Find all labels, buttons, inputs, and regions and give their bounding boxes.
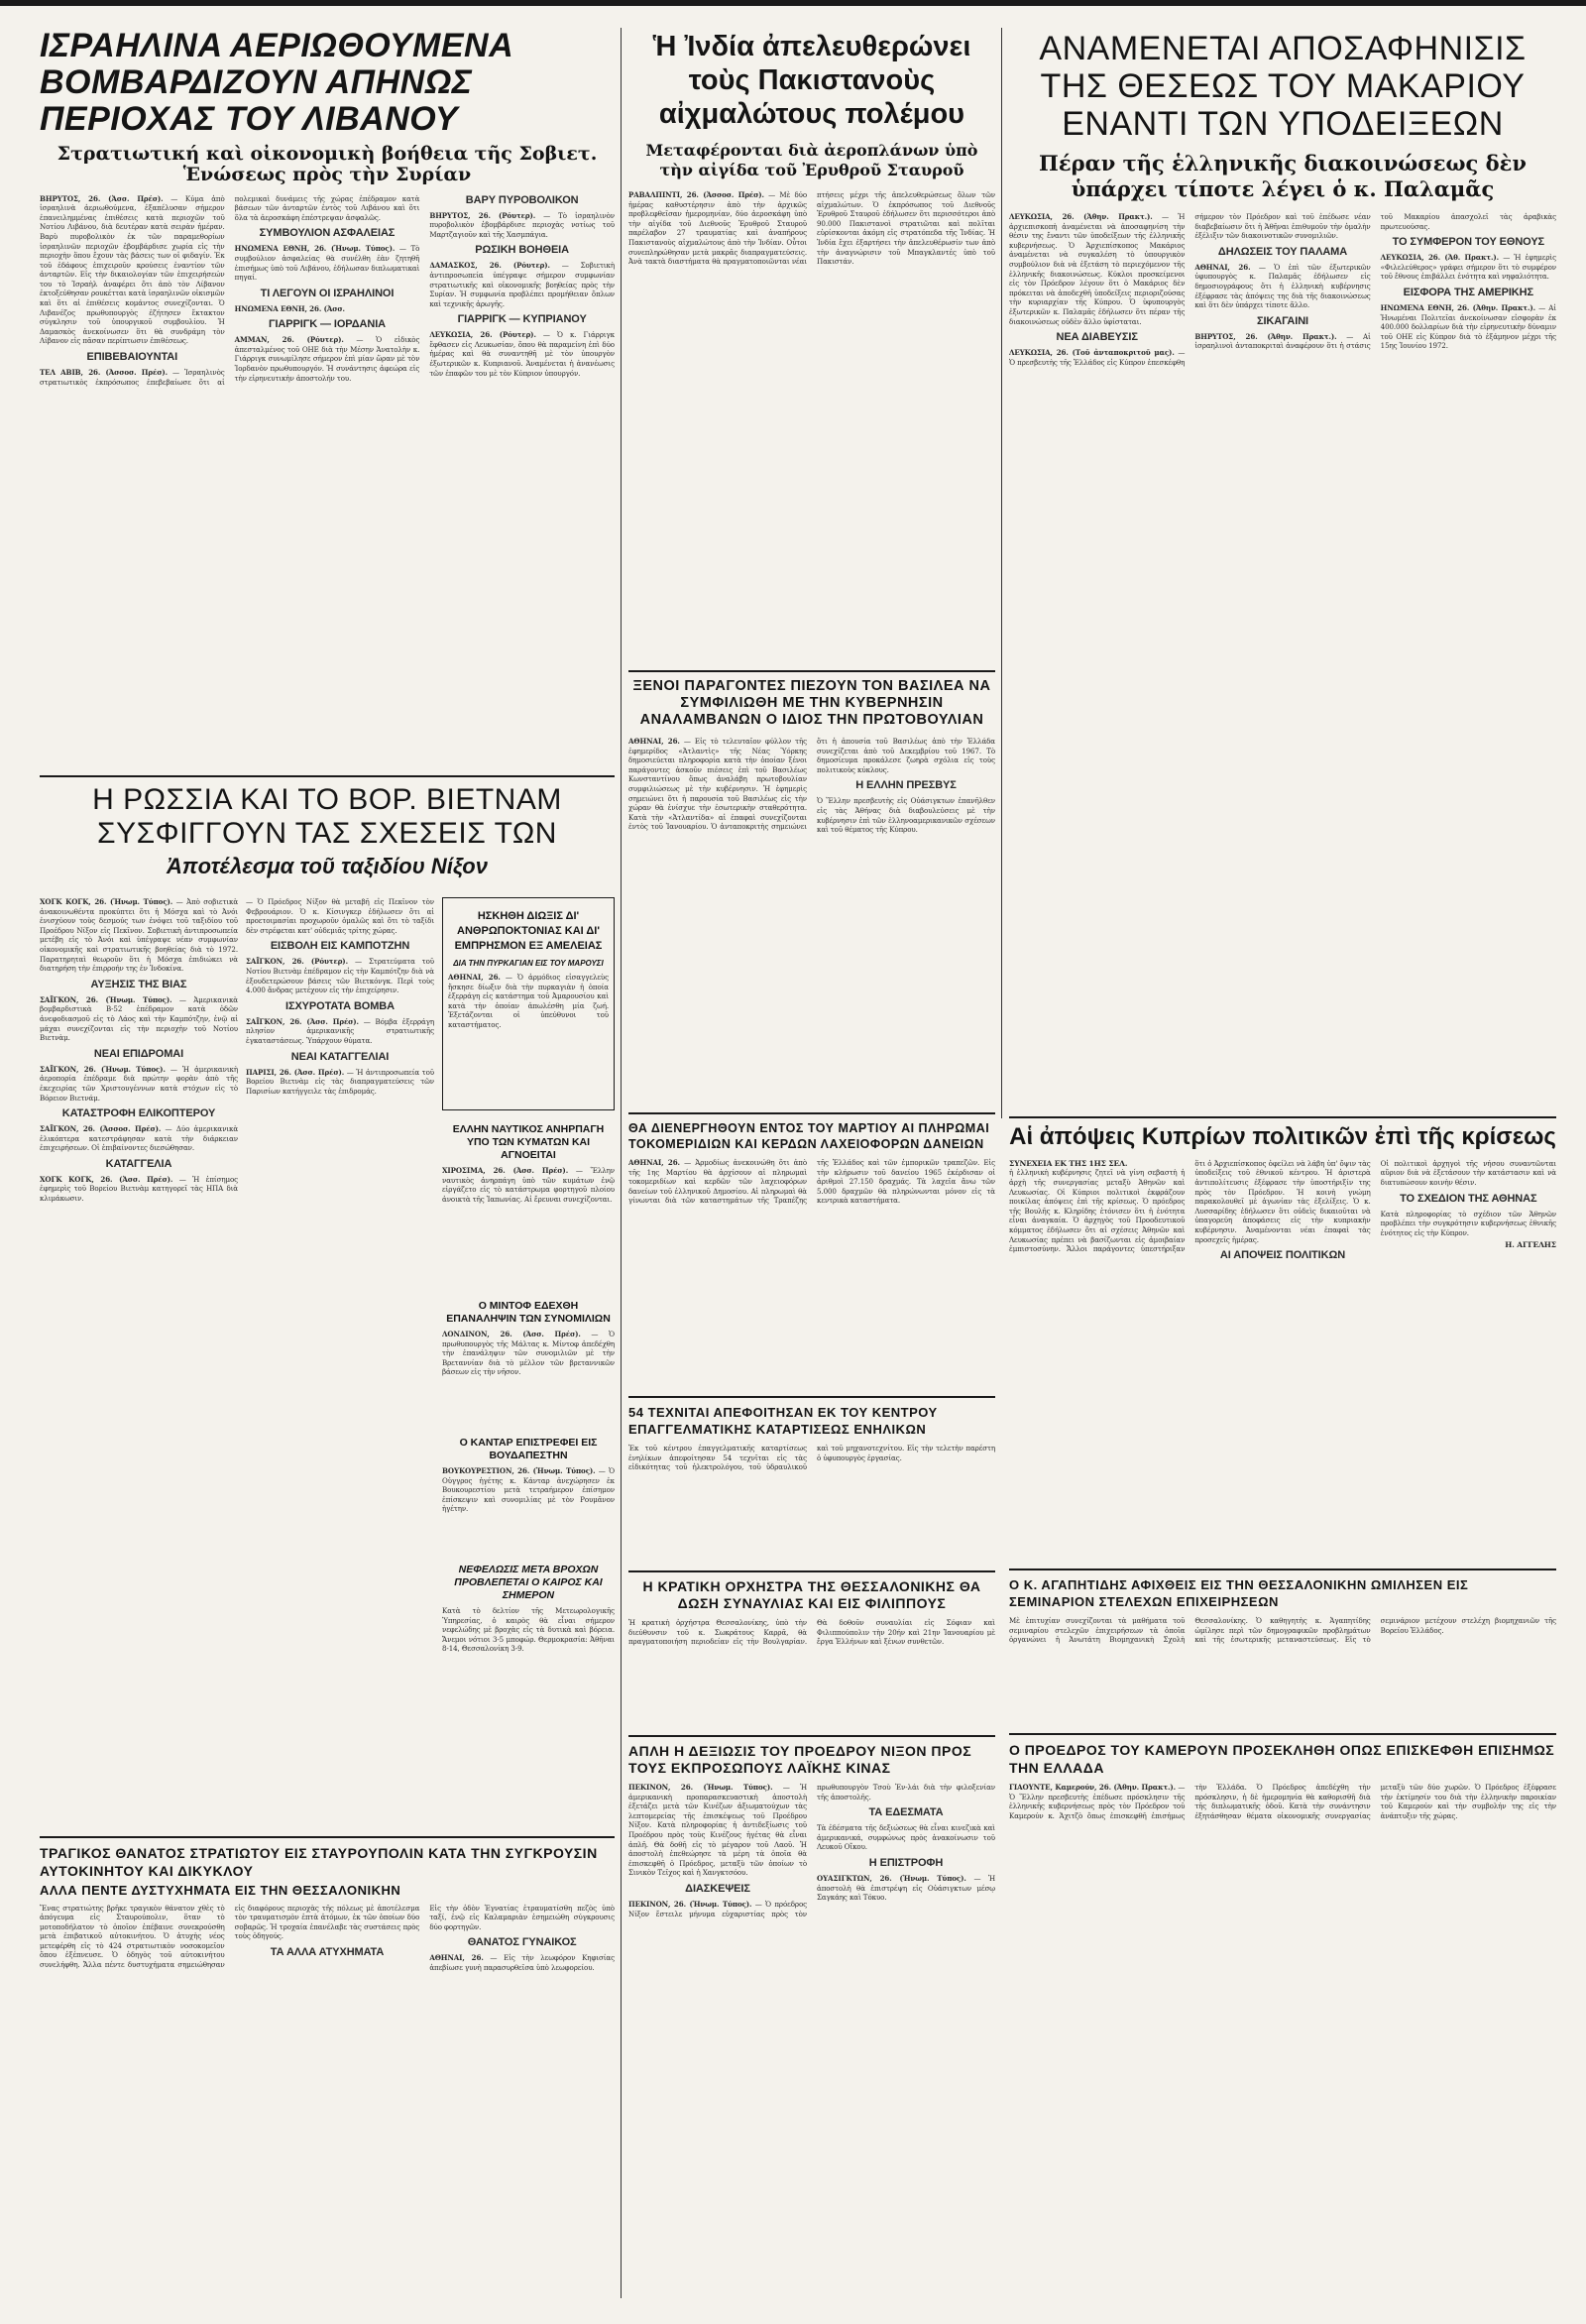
sec-title: Η ΕΛΛΗΝ ΠΡΕΣΒΥΣ bbox=[855, 779, 957, 792]
sec-body: Ὁ Ἕλλην πρεσβευτὴς εἰς Οὐάσιγκτων ἐπανῆλθεν εἰς τὰς Ἀθήνας διὰ διαβουλεύσεις μὲ τὴν κυβέρνησιν ἐπὶ τῶν ἑλληνοαμερικανικῶν σχέσεων καὶ τοῦ θέματος τῆς Κύπρου. bbox=[817, 796, 995, 835]
dateline-india: ΡΑΒΑΛΠΙΝΤΙ, 26. (Ἀσσοσ. Πρέσ). bbox=[628, 190, 764, 199]
body-orchestra bbox=[628, 1618, 995, 1647]
story-orchestra bbox=[628, 1578, 995, 1727]
text-israel: — Κύμα ἀπὸ ἰσραηλινὰ ἀεριωθούμενα, ἐξαπέλυσαν σήμερον ἐπανειλημμένας ἐπιθέσεις κατὰ περιοχῶν τοῦ Νοτίου Λιβάνου, διὰ δευτέραν κατὰ σειρὰν ἡμέραν. Βαρὺ πυροβολικὸν ἐκ τῶν παραμεθορίων ἰσραηλινῶν περιοχῶν ἐβομβάρδισε χωρία εἰς τὴν περιοχὴν ὅπου ἔχουν τὰς βάσεις των οἱ φιδαγίν. Ἐκ τοῦ ἐδάφους ἐπιχειροῦν κρούσεις ἐναντίον τῶν ἀνταρτῶν. Εἰς τὴν δικαιολογίαν τῶν ἐπιχειρήσεών του τὸ Ἰσραὴλ ἀναφέρει ὅτι ἀπὸ τὸν Λίβανον ἐκτοξεύθησαν ρουκέτται κατὰ ἰσραηλινῶν οἰκισμῶν καὶ ὅτι αἱ ἐπιθέσεις κομάντος συνεχίζονται. Ὁ Λιβανέζος πρωθυπουργὸς ἐζήτησεν ἔκτακτον σύγκλησιν τοῦ ὑπουργικοῦ συμβουλίου. Ἡ Δαμασκὸς ἀνεκοίνωσεν ὅτι θὰ συνδράμη τὸν Λίβανον εἰς πᾶσαν περίπτωσιν ἐπιθέσεως. bbox=[40, 193, 225, 346]
body-kadar bbox=[442, 1466, 615, 1514]
subhead-india: Μεταφέρονται διὰ ἀεροπλάνων ὑπὸ τὴν αἰγίδα τοῦ Ἐρυθροῦ Σταυροῦ bbox=[645, 141, 978, 179]
sec-title: ΡΩΣΙΚΗ ΒΟΗΘΕΙΑ bbox=[475, 244, 569, 257]
sec-title: ΣΥΜΒΟΥΛΙΟΝ ΑΣΦΑΛΕΙΑΣ bbox=[259, 227, 396, 240]
sec-body: — Ἡ ἀμερικανικὴ ἀεροπορία ἐπέδραμε διὰ πρώτην φορὰν ἀπὸ τῆς ἐκεχειρίας τῶν Χριστουγέννων κατὰ στόχων εἰς τὸ Βόρειον Βιετνάμ. bbox=[40, 1064, 238, 1103]
headline-israel: ΙΣΡΑΗΛΙΝΑ ΑΕΡΙΩΘΟΥΜΕΝΑ ΒΟΜΒΑΡΔΙΖΟΥΝ ΑΠΗΝΩΣ ΠΕΡΙΟΧΑΣ ΤΟΥ ΛΙΒΑΝΟΥ bbox=[40, 28, 512, 138]
sec-dateline: ΣΑΪΓΚΟΝ, 26. (Ρόυτερ). bbox=[246, 957, 348, 967]
body-palace bbox=[628, 737, 995, 835]
sec-dateline: ΟΥΑΣΙΓΚΤΩΝ, 26. (Ἡνωμ. Τύπος). bbox=[817, 1873, 966, 1883]
story-russia bbox=[40, 783, 615, 892]
story-technicians bbox=[628, 1404, 995, 1563]
dateline-cameroon: ΓΙΑΟΥΝΤΕ, Καμερούν, 26. (Ἀθην. Πρακτ.). bbox=[1009, 1783, 1177, 1792]
story-cameroon bbox=[1009, 1741, 1556, 2304]
dateline-mintoff: ΛΟΝΔΙΝΟΝ, 26. (Ἀσσ. Πρέσ). bbox=[442, 1330, 581, 1338]
section-rule bbox=[40, 1836, 615, 1838]
dateline-russia: ΧΟΓΚ ΚΟΓΚ, 26. (Ἡνωμ. Τύπος). bbox=[40, 897, 173, 906]
text-manslaughter: — Ὁ ἀρμόδιος εἰσαγγελεὺς ἤσκησε δίωξιν διὰ τὴν πυρκαγιὰν ἡ ὁποία ἐξερράγη εἰς κατάστημα τοῦ Ἀμαρουσίου καὶ κατὰ τὴν ὁποίαν ἀπωλέσθη μία ζωή. Ἐξετάζονται οἱ ὑπεύθυνοι τοῦ καταστήματος. bbox=[448, 973, 610, 1029]
body-weather bbox=[442, 1606, 615, 1654]
body-israel bbox=[40, 194, 615, 388]
headline-palace: ΞΕΝΟΙ ΠΑΡΑΓΟΝΤΕΣ ΠΙΕΖΟΥΝ ΤΟΝ ΒΑΣΙΛΕΑ ΝΑ ΣΥΜΦΙΛΙΩΘΗ ΜΕ ΤΗΝ ΚΥΒΕΡΝΗΣΙΝ ΑΝΑΛΑΜΒΑΝΩΝ Ο ΙΔΙΟΣ ΤΗΝ ΠΡΩΤΟΒΟΥΛΙΑΝ bbox=[632, 678, 991, 728]
sec-body: Οἱ πολιτικοὶ ἀρχηγοὶ τῆς νήσου συναντῶνται αὔριον διὰ νὰ ἐξετάσουν τὴν κατάστασιν καὶ νὰ διατυπώσουν κοινὴν θέσιν. bbox=[1380, 1158, 1556, 1188]
section-rule bbox=[628, 1570, 995, 1572]
body-manslaughter bbox=[448, 973, 609, 1030]
sec-title: ΔΗΛΩΣΕΙΣ ΤΟΥ ΠΑΛΑΜΑ bbox=[1217, 245, 1348, 258]
body-sailor bbox=[442, 1166, 615, 1204]
text-agapitidis: Μὲ ἐπιτυχίαν συνεχίζονται τὰ μαθήματα τοῦ σεμιναρίου στελεχῶν ἐπιχειρήσεων τὰ ὁποῖα ὀργανώνει ἡ Ἀνωτάτη Βιομηχανικὴ Σχολὴ Θεσσαλονίκης. Ὁ καθηγητὴς κ. Ἀγαπητίδης ὡμίλησε περὶ τῶν δημογραφικῶν προβλημάτων καὶ τῆς ἐσωτερικῆς μεταναστεύσεως. Εἰς τὸ σεμινάριον μετέχουν στελέχη βιομηχανιῶν τῆς Βορείου Ἑλλάδος. bbox=[1009, 1616, 1556, 1645]
sec-dateline: ΗΝΩΜΕΝΑ ΕΘΝΗ, 26. (Ἡνωμ. Τύπος). bbox=[234, 244, 396, 254]
sec-dateline: ΒΗΡΥΤΟΣ, 26. (Ἀθην. Πρακτ.). bbox=[1194, 331, 1337, 341]
sec-title: ΕΠΙΒΕΒΑΙΟΥΝΤΑΙ bbox=[86, 351, 178, 364]
body-soldier bbox=[40, 1904, 615, 1973]
sec-dateline: ΠΕΚΙΝΟΝ, 26. (Ἡνωμ. Τύπος). bbox=[628, 1899, 752, 1909]
text-soldier: Ἕνας στρατιώτης βρῆκε τραγικὸν θάνατον χθὲς τὸ ἀπόγευμα εἰς Σταυρούπολιν, ὅταν τὸ μοτοποδήλατον τὸ ὁποῖον ἐπέβαινε συνεκρούσθη μετὰ ἐπιβατικοῦ αὐτοκινήτου. Ὁ ἀτυχὴς νέος μετεφέρθη εἰς τὸ 424 στρατιωτικὸν νοσοκομεῖον ὅπου ἐξέπνευσε. Ὁ ὁδηγὸς τοῦ αὐτοκινήτου συνελήφθη. Ἄλλα πέντε δυστυχήματα σημειώθησαν εἰς διαφόρους περιοχὰς τῆς πόλεως μὲ ἀποτέλεσμα τὸν τραυματισμὸν ἑπτὰ ἀτόμων, ἐκ τῶν ὁποίων δύο σοβαρῶς. Ἡ τροχαία ἐπανέλαβε τὰς συστάσεις πρὸς τοὺς ὁδηγούς. bbox=[40, 1903, 420, 1970]
headline-agapitidis: Ο Κ. ΑΓΑΠΗΤΙΔΗΣ ΑΦΙΧΘΕΙΣ ΕΙΣ ΤΗΝ ΘΕΣΣΑΛΟΝΙΚΗΝ ΩΜΙΛΗΣΕΝ ΕΙΣ ΣΕΜΙΝΑΡΙΟΝ ΣΤΕΛΕΧΩΝ ΕΠΙΧΕΙΡΗΣΕΩΝ bbox=[1009, 1577, 1469, 1609]
headline-cameroon: Ο ΠΡΟΕΔΡΟΣ ΤΟΥ ΚΑΜΕΡΟΥΝ ΠΡΟΣΕΚΛΗΘΗ ΟΠΩΣ ΕΠΙΣΚΕΦΘΗ ΕΠΙΣΗΜΩΣ ΤΗΝ ΕΛΛΑΔΑ bbox=[1009, 1742, 1555, 1776]
body-loans bbox=[628, 1158, 995, 1206]
top-rule bbox=[0, 0, 1586, 6]
body-russia bbox=[40, 897, 238, 1204]
sec-title: ΕΙΣΦΟΡΑ ΤΗΣ ΑΜΕΡΙΚΗΣ bbox=[1403, 286, 1533, 298]
body-agapitidis bbox=[1009, 1616, 1556, 1645]
sec-body: — Ὁ εἰδικὸς ἀπεσταλμένος τοῦ ΟΗΕ διὰ τὴν Μέσην Ἀνατολὴν κ. Γιάρριγκ συνωμίλησε σήμερον ἐπὶ μίαν ὥραν μὲ τὸν Ἰορδανὸν πρωθυπουργόν. Ἡ συνάντησις ἀφεώρα εἰς τὴν εἰρηνευτικὴν ἀποστολήν του. bbox=[234, 335, 420, 383]
headline-russia: Η ΡΩΣΣΙΑ ΚΑΙ ΤΟ ΒΟΡ. ΒΙΕΤΝΑΜ ΣΥΣΦΙΓΓΟΥΝ ΤΑΣ ΣΧΕΣΕΙΣ ΤΩΝ bbox=[92, 783, 562, 850]
story-palace bbox=[628, 678, 995, 1104]
story-agapitidis bbox=[1009, 1576, 1556, 1725]
sec-title: ΚΑΤΑΣΤΡΟΦΗ ΕΛΙΚΟΠΤΕΡΟΥ bbox=[61, 1107, 216, 1120]
sec-dateline: ΛΕΥΚΩΣΙΑ, 26. (Ρόυτερ). bbox=[429, 330, 536, 340]
sec-body: — Ὁ ἐπὶ τῶν ἐξωτερικῶν ὑφυπουργὸς κ. Παλαμᾶς ἐδήλωσεν εἰς δημοσιογράφους ὅτι ἡ ἑλληνικὴ κυβέρνησις ἐξέφρασε τὰς ἀπόψεις της διὰ τῆς διακοινώσεως καὶ ὅτι δὲν ὑπάρχει τίποτε ἄλλο. bbox=[1194, 262, 1371, 310]
body-cameroon bbox=[1009, 1783, 1556, 1820]
sec-title: ΝΕΑ ΔΙΑΒΕΥΣΙΣ bbox=[1056, 331, 1138, 344]
section-rule bbox=[1009, 1733, 1556, 1735]
story-russia-body bbox=[40, 897, 238, 1829]
story-weather bbox=[442, 1559, 615, 1826]
headline-technicians: 54 ΤΕΧΝΙΤΑΙ ΑΠΕΦΟΙΤΗΣΑΝ ΕΚ ΤΟΥ ΚΕΝΤΡΟΥ ΕΠΑΓΓΕΛΜΑΤΙΚΗΣ ΚΑΤΑΡΤΙΣΕΩΣ ΕΝΗΛΙΚΩΝ bbox=[628, 1405, 938, 1437]
story-cypriots bbox=[1009, 1124, 1556, 1561]
body-india bbox=[628, 190, 995, 267]
subhead-makarios: Πέραν τῆς ἑλληνικῆς διακοινώσεως δὲν ὑπάρχει τίποτε λέγει ὁ κ. Παλαμᾶς bbox=[1039, 151, 1527, 201]
story-vietnam-cont bbox=[246, 897, 434, 1829]
headline-makarios: ΑΝΑΜΕΝΕΤΑΙ ΑΠΟΣΑΦΗΝΙΣΙΣ ΤΗΣ ΘΕΣΕΩΣ ΤΟΥ ΜΑΚΑΡΙΟΥ ΕΝΑΝΤΙ ΤΩΝ ΥΠΟΔΕΙΞΕΩΝ bbox=[1039, 30, 1527, 143]
sec-title: ΤΟ ΣΥΜΦΕΡΟΝ ΤΟΥ ΕΘΝΟΥΣ bbox=[1392, 236, 1545, 249]
text-vietnam2: — Ὁ Πρόεδρος Νίξον θὰ μεταβῆ εἰς Πεκῖνον τὸν Φεβρουάριον. Ὁ κ. Κίσινγκερ ἐδήλωσεν ὅτι αἱ προετοιμασίαι προχωροῦν ὁμαλῶς καὶ ὅτι τὸ ταξίδι δὲν στρέφεται κατ' οὐδεμιᾶς τρίτης χώρας. bbox=[246, 897, 434, 935]
sec-body: — Ὁ κ. Γιάρριγκ ἔφθασεν εἰς Λευκωσίαν, ὅπου θὰ παραμείνη ἐπὶ δύο ἡμέρας καὶ θὰ συναντηθῆ μὲ τὸν ὑπουργὸν ἐξωτερικῶν κ. Κυπριανοῦ. Ἀναμένεται ἡ ἀνανέωσις τῶν ἐπαφῶν του μὲ τὸν Κύπριον ὑπουργόν. bbox=[429, 330, 615, 378]
story-soldier bbox=[40, 1844, 615, 2304]
text-weather: Κατὰ τὸ δελτίον τῆς Μετεωρολογικῆς Ὑπηρεσίας, ὁ καιρὸς θὰ εἶναι σήμερον νεφελώδης μὲ βροχὰς εἰς τὰ δυτικὰ καὶ βόρεια. Ἄνεμοι νότιοι 3-5 μποφώρ. Θερμοκρασία: Ἀθῆναι 8-14, Θεσσαλονίκη 3-9. bbox=[442, 1606, 615, 1654]
headline-manslaughter: ΗΣΚΗΘΗ ΔΙΩΞΙΣ ΔΙ' ΑΝΘΡΩΠΟΚΤΟΝΙΑΣ ΚΑΙ ΔΙ' ΕΜΠΡΗΣΜΟΝ ΕΞ ΑΜΕΛΕΙΑΣ bbox=[454, 910, 603, 952]
sec-dateline: ΔΑΜΑΣΚΟΣ, 26. (Ρόυτερ). bbox=[429, 261, 550, 271]
headline-loans: ΘΑ ΔΙΕΝΕΡΓΗΘΟΥΝ ΕΝΤΟΣ ΤΟΥ ΜΑΡΤΙΟΥ ΑΙ ΠΛΗΡΩΜΑΙ ΤΟΚΟΜΕΡΙΔΙΩΝ ΚΑΙ ΚΕΡΔΩΝ ΛΑΧΕΙΟΦΟΡΩΝ ΔΑΝΕΙΩΝ bbox=[628, 1121, 990, 1151]
sec-title: ΑΙ ΑΠΟΨΕΙΣ ΠΟΛΙΤΙΚΩΝ bbox=[1219, 1249, 1346, 1262]
body-vietnam2 bbox=[246, 897, 434, 1096]
headline-nixon: ΑΠΛΗ Η ΔΕΞΙΩΣΙΣ ΤΟΥ ΠΡΟΕΔΡΟΥ ΝΙΞΟΝ ΠΡΟΣ ΤΟΥΣ ΕΚΠΡΟΣΩΠΟΥΣ ΛΑΪΚΗΣ ΚΙΝΑΣ bbox=[628, 1743, 972, 1776]
story-makarios bbox=[1009, 30, 1556, 1110]
section-rule bbox=[1009, 1569, 1556, 1570]
story-israel bbox=[40, 28, 615, 734]
sec-dateline: ΗΝΩΜΕΝΑ ΕΘΝΗ, 26. (Ἀσσ. bbox=[234, 303, 345, 313]
story-mintoff bbox=[442, 1295, 615, 1424]
body-nixon bbox=[628, 1783, 995, 1918]
sec-title: ΓΙΑΡΡΙΓΚ — ΙΟΡΔΑΝΙΑ bbox=[268, 318, 386, 331]
sec-dateline: ΣΑΪΓΚΟΝ, 26. (Ἀσσ. Πρέσ). bbox=[246, 1016, 359, 1026]
sec-title: Η ΕΠΙΣΤΡΟΦΗ bbox=[868, 1856, 944, 1869]
sec-body: — Τὸ ἰσραηλινὸν πυροβολικὸν ἐβομβάρδισε περιοχὰς νοτίως τοῦ Μαρτζαγιοῦν καὶ τῆς Χασμπάγια. bbox=[429, 210, 615, 239]
section-rule bbox=[628, 1735, 995, 1737]
text-india: — Μὲ δύο ἡμέρας καθυστέρησιν ἀπὸ τὴν ἀρχικῶς προβλεφθεῖσαν ἡμερομηνίαν, δύο ἀεροσκάφη ὑπὸ τὴν αἰγίδα τοῦ Διεθνοῦς Ἐρυθροῦ Σταυροῦ παρέλαβον 27 τραυματίας καὶ ἀναπήρους Πακιστανοὺς αἰχμαλώτους ἀπὸ τὴν Ἰνδίαν. Οὗτοι συνεπληρώθησαν μετὰ μακρᾶς διαπραγματεύσεις. Ἀνὰ τακτὰ διαστήματα θὰ πραγματοποιῶνται νέαι πτήσεις μέχρι τῆς ἀπελευθερώσεως ὅλων τῶν αἰχμαλώτων. Ὁ ἐκπρόσωπος τοῦ Διεθνοῦς Ἐρυθροῦ Σταυροῦ ἐδήλωσεν ὅτι περισσότεροι ἀπὸ 90.000 Πακιστανοὶ στρατιῶται καὶ πολῖται εὑρίσκονται ἀκόμη εἰς στρατόπεδα τῆς Ἰνδίας. Ἡ Ἰνδία ἔχει ἐξαρτήσει τὴν ἀπελευθέρωσίν των ἀπὸ τὴν ἀναγνώρισιν τοῦ Μπαγκλαντές ὑπὸ τοῦ Πακιστάν. bbox=[628, 190, 995, 267]
dateline-nixon: ΠΕΚΙΝΟΝ, 26. (Ἡνωμ. Τύπος). bbox=[628, 1783, 773, 1792]
sec-dateline: ΛΕΥΚΩΣΙΑ, 26. (Τοῦ ἀνταποκριτοῦ μας). bbox=[1009, 348, 1175, 358]
text-kadar: — Ὁ Οὑγγρος ἡγέτης κ. Κάνταρ ἀνεχώρησεν ἐκ Βουκουρεστίου μετὰ τετραήμερον ἐπίσημον ἐπίσκεψιν καὶ συνομιλίας μὲ τὸν Ρουμᾶνον ἡγέτην. bbox=[442, 1466, 615, 1514]
sec-body: — Αἱ ἰσραηλινοὶ ἀνταποκριταὶ ἀναφέρουν ὅτι ἡ στάσις τοῦ Μακαρίου ἀπασχολεῖ τὰς ἀραβικὰς πρωτευούσας. bbox=[1194, 212, 1556, 351]
sec-title: ΤΑ ΑΛΛΑ ΑΤΥΧΗΜΑΤΑ bbox=[270, 1945, 385, 1958]
sec-body: — Ἡ ἀντιπροσωπεία τοῦ Βορείου Βιετνὰμ εἰς τὰς διαπραγματεύσεις τῶν Παρισίων κατήγγειλε τὰς ἐπιδρομάς. bbox=[246, 1067, 434, 1096]
sec-body: — Ὁ πρεσβευτὴς τῆς Ἑλλάδος εἰς Κύπρον ἐπεσκέφθη σήμερον τὸν Πρόεδρον καὶ τοῦ ἐπέδωσε νέαν διαβεβαίωσιν ὅτι ἡ Ἀθῆναι ἐπιθυμοῦν τὴν ὁμαλὴν ἐξέλιξιν τῶν διακοινοτικῶν συνομιλιῶν. bbox=[1009, 212, 1371, 367]
text-technicians: Ἐκ τοῦ κέντρου ἐπαγγελματικῆς καταρτίσεως ἐνηλίκων ἀπεφοίτησαν 54 τεχνῖται εἰς τὰς εἰδικότητας τοῦ ἠλεκτρολόγου, τοῦ ὑδραυλικοῦ καὶ τοῦ μηχανοτεχνίτου. Εἰς τὴν τελετὴν παρέστη ὁ ὑφυπουργὸς ἐργασίας. bbox=[628, 1444, 995, 1472]
dateline-israel: ΒΗΡΥΤΟΣ, 26. (Ἀσσ. Πρέσ). bbox=[40, 193, 164, 203]
sec-body: Εἰς τὴν ὁδὸν Ἐγνατίας ἐτραυματίσθη πεζὸς ὑπὸ ταξί, ἐνῷ εἰς Καλαμαριὰν ἐσημειώθη σύγκρουσις δύο φορτηγῶν. bbox=[429, 1903, 615, 1931]
headline-kadar: Ο ΚΑΝΤΑΡ ΕΠΙΣΤΡΕΦΕΙ ΕΙΣ ΒΟΥΔΑΠΕΣΤΗΝ bbox=[459, 1437, 598, 1461]
sec-title: ΝΕΑΙ ΚΑΤΑΓΓΕΛΙΑΙ bbox=[290, 1050, 390, 1063]
signoff-cypriots: Η. ΑΓΓΕΛΗΣ bbox=[1505, 1240, 1556, 1250]
sec-dateline: ΣΑΪΓΚΟΝ, 26. (Ἡνωμ. Τύπος). bbox=[40, 1064, 166, 1074]
section-rule bbox=[40, 775, 615, 777]
sec-dateline: ΣΑΪΓΚΟΝ, 26. (Ἀσσοσ. Πρέσ). bbox=[40, 1124, 162, 1134]
sec-title: ΤΑ ΕΔΕΣΜΑΤΑ bbox=[868, 1806, 944, 1819]
sec-title: ΑΥΞΗΣΙΣ ΤΗΣ ΒΙΑΣ bbox=[90, 978, 187, 990]
sec-body: — Ἡ ἐπίσημος ἐφημερὶς τοῦ Βορείου Βιετνὰμ κατηγορεῖ τὰς ΗΠΑ διὰ κλιμάκωσιν. bbox=[40, 1174, 238, 1204]
sec-title: ΚΑΤΑΓΓΕΛΙΑ bbox=[105, 1157, 172, 1170]
story-loans bbox=[628, 1120, 995, 1388]
section-rule bbox=[628, 1112, 995, 1114]
sec-title: ΝΕΑΙ ΕΠΙΔΡΟΜΑΙ bbox=[93, 1047, 184, 1060]
sec-body: — Εἰς τὴν λεωφόρον Κηφισίας ἀπεβίωσε γυνὴ παρασυρθεῖσα ὑπὸ λεωφορείου. bbox=[429, 1953, 615, 1972]
headline-soldier: ΤΡΑΓΙΚΟΣ ΘΑΝΑΤΟΣ ΣΤΡΑΤΙΩΤΟΥ ΕΙΣ ΣΤΑΥΡΟΥΠΟΛΙΝ ΚΑΤΑ ΤΗΝ ΣΥΓΚΡΟΥΣΙΝ ΑΥΤΟΚΙΝΗΤΟΥ ΚΑΙ ΔΙΚΥΚΛΟΥ bbox=[40, 1845, 598, 1879]
story-nixon bbox=[628, 1743, 995, 2304]
sec-body: — Στρατεύματα τοῦ Νοτίου Βιετνὰμ ἐπέδραμον εἰς τὴν Καμπότζην διὰ νὰ ἐξουδετερώσουν βάσεις τῶν Βιετκόνγκ. Περὶ τοὺς 4.000 ἄνδρας μετέχουν εἰς τὴν ἐπιχείρησιν. bbox=[246, 957, 434, 995]
text-orchestra: Ἡ κρατικὴ ὀρχήστρα Θεσσαλονίκης, ὑπὸ τὴν διεύθυνσιν τοῦ κ. Σωκράτους Καρρᾶ, θὰ πραγματοποιήση περιοδείαν εἰς τὴν Βουλγαρίαν. Θὰ δοθοῦν συναυλίαι εἰς Σόφιαν καὶ Φιλιππούπολιν τὴν 20ήν καὶ 21ην Ἰανουαρίου μὲ ἔργα Ἑλλήνων καὶ ξένων συνθετῶν. bbox=[628, 1618, 995, 1647]
column-rule bbox=[1001, 28, 1002, 1118]
body-technicians bbox=[628, 1444, 995, 1472]
headline-orchestra: Η ΚΡΑΤΙΚΗ ΟΡΧΗΣΤΡΑ ΤΗΣ ΘΕΣΣΑΛΟΝΙΚΗΣ ΘΑ ΔΩΣΗ ΣΥΝΑΥΛΙΑΣ ΚΑΙ ΕΙΣ ΦΙΛΙΠΠΟΥΣ bbox=[642, 1578, 981, 1611]
headline-cypriots: Αἱ ἀπόψεις Κυπρίων πολιτικῶν ἐπὶ τῆς κρίσεως bbox=[1009, 1124, 1556, 1150]
sec-title: ΙΣΧΥΡΟΤΑΤΑ ΒΟΜΒΑ bbox=[284, 999, 395, 1012]
dateline-manslaughter: ΑΘΗΝΑΙ, 26. bbox=[448, 973, 501, 982]
sec-dateline: ΠΑΡΙΣΙ, 26. (Ἀσσ. Πρέσ). bbox=[246, 1067, 345, 1077]
subhead-israel: Στρατιωτική καὶ οἰκονομικὴ βοήθεια τῆς Σοβιετ. Ἑνώσεως πρὸς τὴν Συρίαν bbox=[57, 143, 598, 186]
dateline-palace: ΑΘΗΝΑΙ, 26. bbox=[628, 737, 680, 746]
sec-dateline: ΗΝΩΜΕΝΑ ΕΘΝΗ, 26. (Ἀθην. Πρακτ.). bbox=[1380, 302, 1535, 312]
sec-dateline: ΣΑΪΓΚΟΝ, 26. (Ἡνωμ. Τύπος). bbox=[40, 994, 172, 1004]
sec-title: ΤΟ ΣΧΕΔΙΟΝ ΤΗΣ ΑΘΗΝΑΣ bbox=[1400, 1192, 1537, 1205]
column-rule bbox=[621, 28, 622, 2298]
subhead-soldier: ΑΛΛΑ ΠΕΝΤΕ ΔΥΣΤΥΧΗΜΑΤΑ ΕΙΣ ΤΗΝ ΘΕΣΣΑΛΟΝΙΚΗΝ bbox=[40, 1883, 401, 1898]
dateline-loans: ΑΘΗΝΑΙ, 26. bbox=[628, 1158, 680, 1167]
headline-mintoff: Ο ΜΙΝΤΟΦ ΕΔΕΧΘΗ ΕΠΑΝΑΛΗΨΙΝ ΤΩΝ ΣΥΝΟΜΙΛΙΩΝ bbox=[446, 1300, 611, 1325]
text-sailor: — Ἕλλην ναυτικὸς ἀνηρπάγη ὑπὸ τῶν κυμάτων ἐνῷ εἰργάζετο εἰς τὸ κατάστρωμα φορτηγοῦ πλοίου ἀνοικτὰ τῆς Ἰαπωνίας. Αἱ ἔρευναι συνεχίζονται. bbox=[442, 1166, 615, 1204]
text-mintoff: — Ὁ πρωθυπουργὸς τῆς Μάλτας κ. Μίντοφ ἀπεδέχθη τὴν ἐπανάληψιν τῶν συνομιλιῶν μὲ τὴν Βρεταννίαν διὰ τὸ μέλλον τῶν βρεταννικῶν βάσεων εἰς τὴν νῆσον. bbox=[442, 1330, 615, 1377]
sec-title: ΕΙΣΒΟΛΗ ΕΙΣ ΚΑΜΠΟΤΖΗΝ bbox=[270, 940, 410, 953]
sec-body: — Σοβιετικὴ ἀντιπροσωπεία ὑπέγραψε σήμερον συμφωνίαν στρατιωτικῆς καὶ οἰκονομικῆς βοηθείας πρὸς τὴν Συρίαν. Ἡ συμφωνία προβλέπει προμήθειαν ὅπλων καὶ τεχνικῆς ἀρωγῆς. bbox=[429, 261, 615, 308]
sec-body: — Ἀμερικανικὰ βομβαρδιστικὰ Β-52 ἐπέδραμον κατὰ ὁδῶν ἀνεφοδιασμοῦ εἰς τὸ Λάος καὶ τὴν Καμπότζην, ἐνῷ αἱ μάχαι συνεχίζονται εἰς τὴν περιοχὴν τοῦ Νοτίου Βιετνὰμ. bbox=[40, 994, 238, 1043]
story-kadar bbox=[442, 1432, 615, 1551]
text-loans: — Ἀρμοδίως ἀνεκοινώθη ὅτι ἀπὸ τῆς 1ης Μαρτίου θὰ ἀρχίσουν αἱ πληρωμαὶ τοκομεριδίων καὶ κερδῶν τῶν λαχειοφόρων δανείων τοῦ ἑλληνικοῦ Δημοσίου. Αἱ πληρωμαὶ θὰ γίνωνται διὰ τῶν καταστημάτων τῆς Τραπέζης τῆς Ἑλλάδος καὶ τῶν ἐμπορικῶν τραπεζῶν. Εἰς τὴν κλήρωσιν τοῦ δανείου 1965 ἐκέρδισαν οἱ ἀριθμοὶ 27.150 δραχμάς. Τὰ λαχεῖα ἄνω τῶν 5.000 δραχμῶν θὰ πληρώνωνται μόνον εἰς τὰ κεντρικὰ καταστήματα. bbox=[628, 1158, 995, 1206]
sec-title: ΒΑΡΥ ΠΥΡΟΒΟΛΙΚΟΝ bbox=[465, 193, 579, 206]
sec-dateline: ΛΕΥΚΩΣΙΑ, 26. (Ἀθ. Πρακτ.). bbox=[1380, 253, 1499, 263]
text-makarios: — Ἡ ἀρχιεπισκοπὴ ἀναμένεται νὰ ἀποσαφηνίση τὴν θέσιν της ἔναντι τῶν ὑποδείξεων τῆς ἑλληνικῆς κυβερνήσεως. Ὁ Ἀρχιεπίσκοπος Μακάριος ἀναμένεται νὰ συγκαλέση τὸ ὑπουργικὸν συμβούλιον διὰ νὰ ἐξετάση τὸ περιεχόμενον τῆς ἑλληνικῆς διακοινώσεως. Κύκλοι προσκείμενοι εἰς τὸν Πρόεδρον λέγουν ὅτι ὁ Μακάριος δὲν πρόκειται νὰ ἀποδεχθῆ ὑποδείξεις περιοριζούσας τὴν κυριαρχίαν τῆς Κύπρου. Ὁ ὑφυπουργὸς ἐξωτερικῶν κ. Παλαμᾶς ἐδήλωσεν ὅτι πέραν τῆς διακοινώσεως οὐδὲν ἄλλο ὑφίσταται. bbox=[1009, 212, 1186, 326]
story-manslaughter bbox=[442, 897, 615, 1110]
headline-weather: ΝΕΦΕΛΩΣΙΣ ΜΕΤΑ ΒΡΟΧΩΝ ΠΡΟΒΛΕΠΕΤΑΙ Ο ΚΑΙΡΟΣ ΚΑΙ ΣΗΜΕΡΟΝ bbox=[454, 1564, 603, 1601]
text-cypriots: ἡ ἑλληνικὴ κυβέρνησις ζητεῖ νὰ γίνη σεβαστὴ ἡ ἀρχὴ τῆς συνεργασίας μεταξὺ Ἀθηνῶν καὶ Λευκωσίας. Οἱ Κύπριοι πολιτικοὶ ἐκφράζουν ποικίλας ἀπόψεις ἐπὶ τῆς κρίσεως. Ὁ πρόεδρος τῆς Βουλῆς κ. Κληρίδης ἐτόνισεν ὅτι ἡ ἑνότητα εἶναι ἀναγκαία. Ὁ ἀρχηγὸς τοῦ Προοδευτικοῦ κόμματος ἐδήλωσεν ὅτι αἱ σχέσεις Ἀθηνῶν καὶ Λευκωσίας πρέπει νὰ βασίζωνται εἰς ἀμοιβαίαν ἐμπιστοσύνην. Ἄλλοι παράγοντες ὑπεστήριξαν ὅτι ὁ Ἀρχιεπίσκοπος ὀφείλει νὰ λάβη ὑπ' ὄψιν τὰς ὑποδείξεις τοῦ ἐθνικοῦ κέντρου. Ἡ ἀριστερὰ ἀντιπολίτευσις ἐξέφρασε τὴν ὑποστήριξίν της πρὸς τὸν Πρόεδρον. Ἡ κοινὴ γνώμη παρακολουθεῖ μὲ ἀγωνίαν τὰς ἐξελίξεις. Ὁ κ. Λυσσαρίδης ἐδήλωσεν ὅτι οὐδεὶς δικαιοῦται νὰ ὑπαγορεύη ἀποφάσεις εἰς τὴν κυπριακὴν κυβέρνησιν. Ἀναμένονται νέαι ἐπαφαὶ τὰς προσεχεῖς ἡμέρας. bbox=[1009, 1158, 1371, 1254]
sec-title: ΓΙΑΡΡΙΓΚ — ΚΥΠΡΙΑΝΟΥ bbox=[457, 313, 587, 326]
sec-dateline: ΤΕΛ ΑΒΙΒ, 26. (Ἀσσοσ. Πρέσ). bbox=[40, 368, 168, 378]
sec-body: — Ἡ ἐφημερὶς «Φιλελεύθερος» γράφει σήμερον ὅτι τὸ συμφέρον τοῦ ἔθνους ἐπιβάλλει ἑνότητα καὶ νηφαλιότητα. bbox=[1380, 253, 1556, 282]
dateline-sailor: ΧΙΡΟΣΙΜΑ, 26. (Ἀσσ. Πρέσ). bbox=[442, 1166, 569, 1175]
sec-body: Κατὰ πληροφορίας τὸ σχέδιον τῶν Ἀθηνῶν προβλέπει τὴν συγκρότησιν κυβερνήσεως ἐθνικῆς ἑνότητος εἰς τὴν Κύπρον. bbox=[1380, 1209, 1556, 1237]
sec-body: — Ἡ ἀποστολὴ θὰ ἐπιστρέψη εἰς Οὐάσιγκτων μέσῳ Σαγκάης καὶ Τόκυο. bbox=[817, 1873, 995, 1903]
sec-title: ΘΑΝΑΤΟΣ ΓΥΝΑΙΚΟΣ bbox=[467, 1936, 577, 1949]
sec-title: ΤΙ ΛΕΓΟΥΝ ΟΙ ΙΣΡΑΗΛΙΝΟΙ bbox=[260, 287, 395, 299]
text-nixon: — Ἡ ἀμερικανικὴ προπαρασκευαστικὴ ἀποστολὴ ἐξετάζει μετὰ τῶν Κινέζων ἀξιωματούχων τὰς λεπτομερείας τῆς ἐπισκέψεως τοῦ Προέδρου Νίξον. Κατὰ πληροφορίας ἡ ἀντιδεξίωσις τοῦ Προέδρου πρὸς τοὺς Κινέζους ἡγέτας θὰ εἶναι ἁπλῆ. Θὰ δοθῆ εἰς τὸ μέγαρον τοῦ Λαοῦ. Ἡ ἀποστολὴ ἐπεθεώρησε τὰ μέρη τὰ ὁποῖα θὰ ἐπισκεφθῆ ὁ Πρόεδρος, μεταξὺ τῶν ὁποίων τὸ Σινικὸν Τεῖχος καὶ ἡ Χανγκτσόου. bbox=[628, 1783, 808, 1878]
text-russia: — Ἀπὸ σοβιετικὰ ἀνακοινωθέντα προκύπτει ὅτι ἡ Μόσχα καὶ τὸ Ἀνόι ἐνισχύουν τοὺς δεσμούς των ἐνόψει τοῦ ταξιδίου τοῦ Προέδρου Νίξον εἰς Πεκῖνον. Σοβιετικὴ ἀντιπροσωπεία μετέβη εἰς τὸ Ἀνόι καὶ ὑπέγραψε νέαν συμφωνίαν οἰκονομικῆς καὶ στρατιωτικῆς βοηθείας διὰ τὸ 1972. Παρατηρηταὶ θεωροῦν ὅτι ἡ Μόσχα ἐπιδιώκει νὰ διατηρήση τὴν ἐπιρροήν της ἐν Ἰνδοκίνα. bbox=[40, 897, 238, 974]
headline-sailor: ΕΛΛΗΝ ΝΑΥΤΙΚΟΣ ΑΝΗΡΠΑΓΗ ΥΠΟ ΤΩΝ ΚΥΜΑΤΩΝ ΚΑΙ ΑΓΝΟΕΙΤΑΙ bbox=[452, 1123, 605, 1161]
body-makarios bbox=[1009, 212, 1556, 367]
subhead-russia: Ἀποτέλεσμα τοῦ ταξιδίου Νίξον bbox=[167, 854, 488, 878]
section-rule bbox=[1009, 1116, 1556, 1118]
sec-body: — Δύο ἀμερικανικὰ ἑλικόπτερα κατεστράφησαν κατὰ τὴν διάρκειαν ἐπιχειρήσεων. Οἱ ἐπιβαίνοντες διεσώθησαν. bbox=[40, 1124, 238, 1153]
sec-body: — Αἱ Ἡνωμέναι Πολιτεῖαι ἀνεκοίνωσαν εἰσφορὰν ἐκ 400.000 δολλαρίων διὰ τὴν εἰρηνευτικὴν δύναμιν τοῦ ΟΗΕ εἰς Κύπρον διὰ τὸ ἑξάμηνον μέχρι τῆς 15ης Ἰουνίου 1972. bbox=[1380, 302, 1556, 351]
story-sailor bbox=[442, 1118, 615, 1287]
sec-dateline: ΧΟΓΚ ΚΟΓΚ, 26. (Ἀσσ. Πρέσ). bbox=[40, 1174, 173, 1184]
sec-dateline: ΑΜΜΑΝ, 26. (Ρόυτερ). bbox=[234, 335, 344, 345]
sec-dateline: ΑΘΗΝΑΙ, 26. bbox=[1194, 262, 1251, 272]
sec-body: — Βόμβα ἐξερράγη πλησίον ἀμερικανικῆς στρατιωτικῆς ἐγκαταστάσεως. Ὑπάρχουν θύματα. bbox=[246, 1016, 434, 1045]
body-cypriots bbox=[1009, 1159, 1556, 1262]
section-rule bbox=[628, 1396, 995, 1398]
sec-title: ΔΙΑΣΚΕΨΕΙΣ bbox=[685, 1882, 750, 1895]
section-rule bbox=[628, 670, 995, 672]
sec-body: — Ὁ πρόεδρος Νίξον ἔστειλε μήνυμα εὐχαριστίας πρὸς τὸν πρωθυπουργὸν Τσοὺ Ἐν-λάι διὰ τὴν φιλοξενίαν τῆς ἀποστολῆς. bbox=[628, 1783, 995, 1918]
subhead-manslaughter: ΔΙΑ ΤΗΝ ΠΥΡΚΑΓΙΑΝ ΕΙΣ ΤΟΥ ΜΑΡΟΥΣΙ bbox=[453, 959, 604, 968]
sec-body: Τὰ ἐδέσματα τῆς δεξιώσεως θὰ εἶναι κινεζικὰ καὶ ἀμερικανικά, συμφώνως πρὸς ἀνακοίνωσιν τοῦ Λευκοῦ Οἴκου. bbox=[817, 1823, 995, 1852]
sec-dateline: ΑΘΗΝΑΙ, 26. bbox=[429, 1953, 484, 1963]
sec-body: — Τὸ συμβούλιον ἀσφαλείας θὰ συνέλθη ἐὰν ζητηθῆ ἐπισήμως ὑπὸ τοῦ Λιβάνου, ἐδήλωσαν διπλωματικαὶ πηγαί. bbox=[234, 244, 420, 283]
text-palace: — Εἰς τὸ τελευταῖον φύλλον τῆς ἐφημερίδος «Ἀτλαντὶς» τῆς Νέας Ὑόρκης δημοσιεύεται πληροφορία κατὰ τὴν ὁποίαν ξένοι παράγοντες ἀσκοῦν πιέσεις ἐπὶ τοῦ Βασιλέως Κωνσταντίνου ὅπως ἀναλάβη πρωτοβουλίαν συμφιλιώσεως μὲ τὴν κυβέρνησιν. Ἡ ἐφημερὶς σημειώνει ὅτι ἡ παρουσία τοῦ Βασιλέως εἰς τὴν χώραν θὰ ἐνίσχυε τὴν ἐσωτερικὴν σταθερότητα. Κατὰ τὴν «Ἀτλαντίδα» αἱ ἐπαφαὶ συνεχίζονται ἐντὸς τοῦ Ἰανουαρίου. Ὁ ἀνταποκριτὴς σημειώνει ὅτι ἡ ἀπουσία τοῦ Βασιλέως ἀπὸ τὴν Ἑλλάδα συνεχίζεται ἀπὸ τοῦ Δεκεμβρίου τοῦ 1967. Τὸ δημοσίευμα προκάλεσε ζωηρὰ σχόλια εἰς τοὺς πολιτικοὺς κύκλους. bbox=[628, 737, 995, 832]
sec-title: ΣΙΚΑΓΑΙΝΙ bbox=[1256, 314, 1309, 327]
sec-body: — Ἰσραηλινὸς στρατιωτικὸς ἐκπρόσωπος ἐπεβεβαίωσε ὅτι αἱ πολεμικαὶ δυνάμεις τῆς χώρας ἐπέδραμον κατὰ βάσεων τῶν ἀνταρτῶν ἐντὸς τοῦ Λιβάνου καὶ ὅτι ὅλα τὰ ἀεροσκάφη ἐπέστρεψαν ἀσφαλῶς. bbox=[40, 193, 420, 387]
dateline-makarios: ΛΕΥΚΩΣΙΑ, 26. (Ἀθην. Πρακτ.). bbox=[1009, 212, 1153, 221]
body-mintoff bbox=[442, 1330, 615, 1377]
headline-india: Ἡ Ἰνδία ἀπελευθερώνει τοὺς Πακιστανοὺς αἰχμαλώτους πολέμου bbox=[652, 31, 971, 130]
dateline-kadar: ΒΟΥΚΟΥΡΕΣΤΙΟΝ, 26. (Ἡνωμ. Τύπος). bbox=[442, 1466, 596, 1475]
story-india bbox=[628, 30, 995, 664]
sec-dateline: ΒΗΡΥΤΟΣ, 26. (Ρόυτερ). bbox=[429, 210, 536, 220]
kicker-cypriots: ΣΥΝΕΧΕΙΑ ΕΚ ΤΗΣ 1ΗΣ ΣΕΛ. bbox=[1009, 1158, 1128, 1168]
text-cameroon: — Ὁ Ἕλλην πρεσβευτὴς ἐπέδωσε πρόσκλησιν τῆς ἑλληνικῆς κυβερνήσεως πρὸς τὸν Πρόεδρον τοῦ Καμερούν κ. Ἀχιτζὸ ὅπως ἐπισκεφθῆ ἐπισήμως τὴν Ἑλλάδα. Ὁ Πρόεδρος ἀπεδέχθη τὴν πρόσκλησιν, ἡ δὲ ἡμερομηνία θὰ καθορισθῆ διὰ τῆς διπλωματικῆς ὁδοῦ. Κατὰ τὴν συνάντησιν ἐξητάσθησαν θέματα οἰκονομικῆς συνεργασίας μεταξὺ τῶν δύο χωρῶν. Ὁ Πρόεδρος ἐξέφρασε τὴν ἐκτίμησίν του διὰ τὴν ἑλληνικὴν παροικίαν τοῦ Καμερούν καὶ τὴν συμβολήν της εἰς τὴν ἀνάπτυξιν τῆς χώρας. bbox=[1009, 1783, 1556, 1820]
